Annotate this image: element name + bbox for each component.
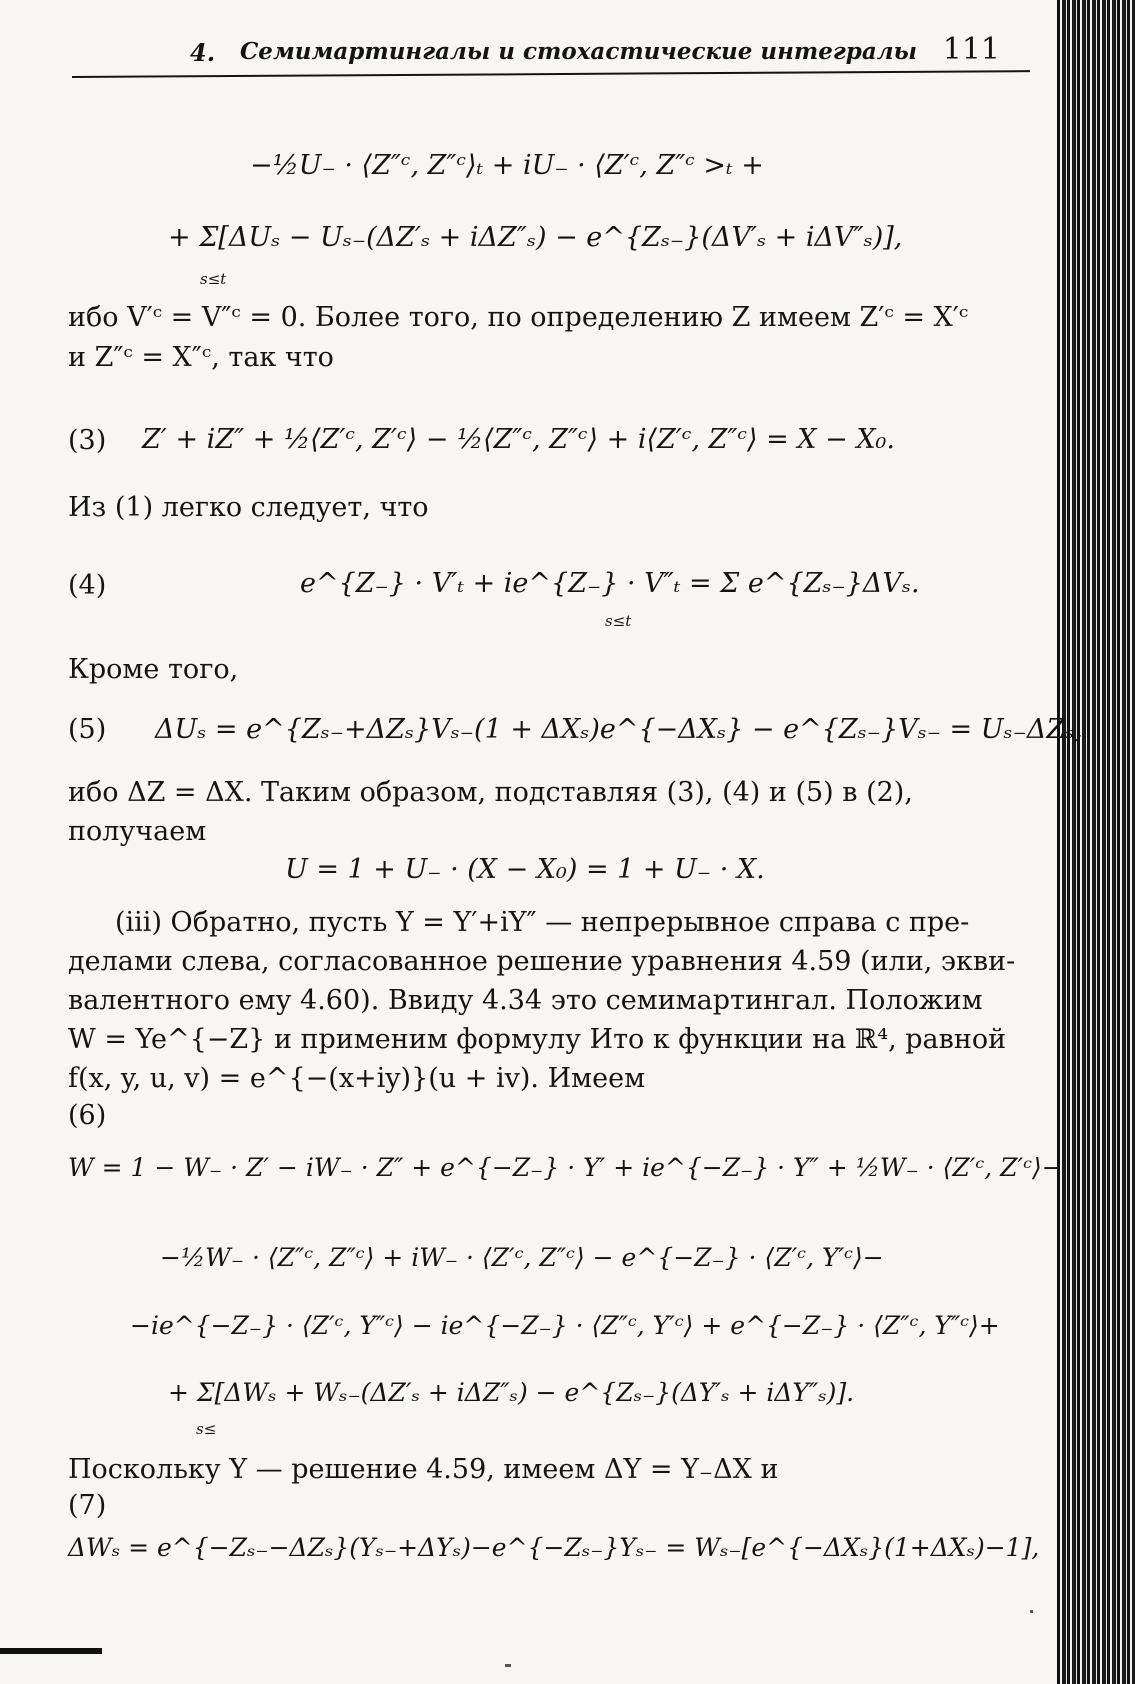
scan-speck (505, 1664, 511, 1667)
paragraph-line: получаем (68, 816, 207, 847)
equation-number-3: (3) (68, 425, 107, 456)
formula-line-2: + Σ[ΔUₛ − Uₛ₋(ΔZ′ₛ + iΔZ″ₛ) − e^{Zₛ₋}(ΔV′ₛ + iΔV″ₛ)], (168, 222, 903, 253)
chapter-title: Семимартингалы и стохастические интегралы (240, 38, 918, 65)
scan-speck (1030, 1610, 1033, 1613)
paragraph-line: Из (1) легко следует, что (68, 492, 429, 523)
paragraph-line: и Z″ᶜ = X″ᶜ, так что (68, 342, 334, 373)
page-number: 111 (942, 32, 1000, 67)
paragraph-line: ибо ΔZ = ΔX. Таким образом, подставляя (3), (4) и (5) в (2), (68, 777, 913, 808)
header-rule (72, 70, 1030, 78)
paragraph-line: Кроме того, (68, 654, 239, 685)
equation-6-line-2: −½W₋ · ⟨Z″ᶜ, Z″ᶜ⟩ + iW₋ · ⟨Z′ᶜ, Z″ᶜ⟩ − e^{−Z₋} · ⟨Z′ᶜ, Y′ᶜ⟩− (160, 1243, 884, 1272)
paragraph-line: W = Ye^{−Z} и применим формулу Ито к функции на ℝ⁴, равной (68, 1024, 1007, 1055)
scan-edge-artifact (1057, 0, 1135, 1684)
paragraph-line: валентного ему 4.60). Ввиду 4.34 это семимартингал. Положим (68, 985, 983, 1016)
equation-3: Z′ + iZ″ + ½⟨Z′ᶜ, Z′ᶜ⟩ − ½⟨Z″ᶜ, Z″ᶜ⟩ + i⟨Z′ᶜ, Z″ᶜ⟩ = X − X₀. (142, 424, 895, 455)
equation-6-line-4: + Σ[ΔWₛ + Wₛ₋(ΔZ′ₛ + iΔZ″ₛ) − e^{Zₛ₋}(ΔY′ₛ + iΔY″ₛ)]. (168, 1378, 855, 1407)
sum-subscript-3: s≤ (196, 1420, 217, 1438)
equation-number-7: (7) (68, 1490, 107, 1521)
sum-subscript-1: s≤t (200, 270, 227, 288)
paragraph-line: f(x, y, u, v) = e^{−(x+iy)}(u + iv). Имеем (68, 1063, 646, 1094)
formula-line-1: −½U₋ · ⟨Z″ᶜ, Z″ᶜ⟩ₜ + iU₋ · ⟨Z′ᶜ, Z″ᶜ >ₜ + (250, 150, 764, 181)
chapter-number: 4. (190, 38, 216, 67)
equation-number-4: (4) (68, 570, 107, 601)
paragraph-line: (iii) Обратно, пусть Y = Y′+iY″ — непрерывное справа с пре- (115, 907, 970, 938)
paragraph-line: Поскольку Y — решение 4.59, имеем ΔY = Y₋ΔX и (68, 1454, 779, 1485)
equation-U: U = 1 + U₋ · (X − X₀) = 1 + U₋ · X. (285, 854, 765, 885)
paragraph-line: делами слева, согласованное решение уравнения 4.59 (или, экви- (68, 946, 1016, 977)
equation-number-6: (6) (68, 1100, 107, 1131)
paragraph-line: ибо V′ᶜ = V″ᶜ = 0. Более того, по определению Z имеем Z′ᶜ = X′ᶜ (68, 302, 969, 333)
scan-bottom-mark (0, 1648, 102, 1654)
running-header (72, 30, 1030, 80)
sum-subscript-2: s≤t (605, 612, 632, 630)
equation-6-line-3: −ie^{−Z₋} · ⟨Z′ᶜ, Y″ᶜ⟩ − ie^{−Z₋} · ⟨Z″ᶜ, Y′ᶜ⟩ + e^{−Z₋} · ⟨Z″ᶜ, Y″ᶜ⟩+ (130, 1311, 1000, 1340)
equation-number-5: (5) (68, 714, 107, 745)
equation-7: ΔWₛ = e^{−Zₛ₋−ΔZₛ}(Yₛ₋+ΔYₛ)−e^{−Zₛ₋}Yₛ₋ = Wₛ₋[e^{−ΔXₛ}(1+ΔXₛ)−1], (68, 1533, 1040, 1562)
equation-5: ΔUₛ = e^{Zₛ₋+ΔZₛ}Vₛ₋(1 + ΔXₛ)e^{−ΔXₛ} − e^{Zₛ₋}Vₛ₋ = Uₛ₋ΔZₛ, (155, 714, 1083, 745)
equation-4: e^{Z₋} · V′ₜ + ie^{Z₋} · V″ₜ = Σ e^{Zₛ₋}ΔVₛ. (300, 568, 920, 599)
equation-6-line-1: W = 1 − W₋ · Z′ − iW₋ · Z″ + e^{−Z₋} · Y′ + ie^{−Z₋} · Y″ + ½W₋ · ⟨Z′ᶜ, Z′ᶜ⟩− (68, 1153, 1063, 1182)
